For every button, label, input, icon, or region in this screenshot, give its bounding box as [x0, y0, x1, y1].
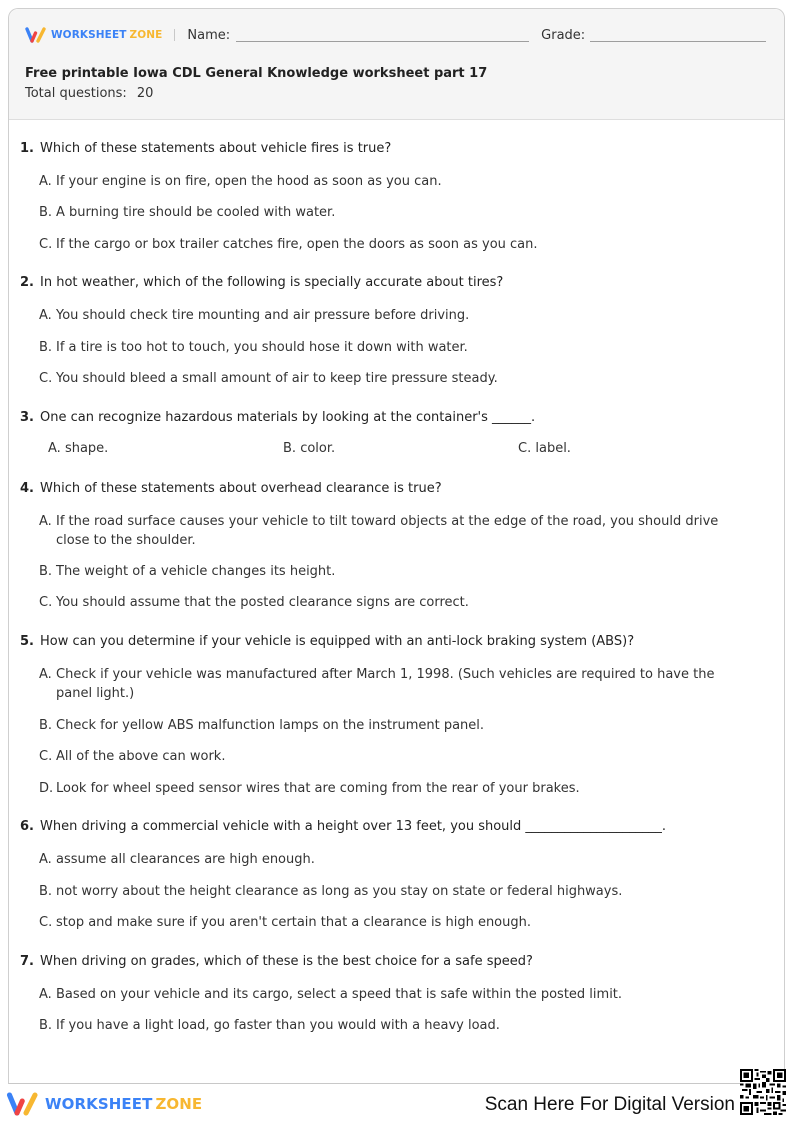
option-b[interactable]: [39, 1016, 744, 1035]
option-text: If the road surface causes your vehicle to tilt toward objects at the edge of the road, you should drive close to the shoulder.: [56, 514, 719, 548]
question-number: 7.: [20, 954, 34, 969]
question-text: In hot weather, which of the following is specially accurate about tires?: [40, 275, 504, 290]
option-letter: A.: [39, 308, 52, 323]
option-text: If the cargo or box trailer catches fire, open the doors as soon as you can.: [56, 237, 538, 252]
option-letter: B.: [39, 340, 53, 355]
total-questions: [25, 86, 153, 101]
option-text: label.: [535, 441, 571, 456]
option-a[interactable]: [48, 441, 108, 456]
option-b[interactable]: [39, 716, 744, 735]
total-questions-value: 20: [136, 86, 154, 101]
option-letter: C.: [39, 371, 53, 386]
option-text: If your engine is on fire, open the hood as soon as you can.: [56, 174, 442, 189]
option-b[interactable]: [39, 562, 744, 581]
option-letter: C.: [39, 595, 53, 610]
worksheet-header: [9, 9, 784, 120]
option-b[interactable]: [39, 338, 744, 357]
name-label: Name:: [187, 27, 231, 43]
brand-word-zone: ZONE: [129, 29, 163, 41]
question-stem: [20, 410, 535, 425]
question-text: One can recognize hazardous materials by looking at the container's ______.: [40, 410, 536, 425]
question-text: When driving on grades, which of these is the best choice for a safe speed?: [40, 954, 533, 969]
option-letter: B.: [39, 884, 53, 899]
option-text: A burning tire should be cooled with water.: [56, 205, 336, 220]
question-stem: [20, 275, 503, 290]
option-text: color.: [300, 441, 336, 456]
question-number: 3.: [20, 410, 34, 425]
option-a[interactable]: [39, 172, 744, 191]
scan-instruction: Scan Here For Digital Version: [484, 1094, 735, 1115]
option-b[interactable]: [283, 441, 335, 456]
brand-word-worksheet: WORKSHEET: [51, 29, 127, 41]
option-letter: B.: [39, 564, 53, 579]
name-field[interactable]: [236, 30, 529, 42]
option-c[interactable]: [39, 369, 744, 388]
question-stem: [20, 481, 442, 496]
option-b[interactable]: [39, 203, 744, 222]
question-number: 1.: [20, 141, 34, 156]
option-d[interactable]: [39, 779, 744, 798]
option-text: Based on your vehicle and its cargo, select a speed that is safe within the posted limit.: [56, 987, 623, 1002]
brand-word-worksheet: WORKSHEET: [45, 1095, 153, 1113]
footer-brand-name: [45, 1095, 202, 1113]
qr-code-icon[interactable]: [740, 1069, 786, 1115]
question-text: Which of these statements about vehicle fires is true?: [40, 141, 392, 156]
option-letter: C.: [518, 441, 532, 456]
option-text: If you have a light load, go faster than you would with a heavy load.: [56, 1018, 500, 1033]
option-letter: C.: [39, 915, 53, 930]
option-text: You should check tire mounting and air pressure before driving.: [56, 308, 470, 323]
footer-brand-logo: [6, 1092, 202, 1116]
option-letter: B.: [39, 1018, 53, 1033]
grade-field[interactable]: [590, 30, 766, 42]
option-c[interactable]: [39, 235, 744, 254]
option-letter: A.: [48, 441, 61, 456]
worksheetzone-logo-icon: [25, 27, 47, 43]
option-text: Check for yellow ABS malfunction lamps on the instrument panel.: [56, 718, 485, 733]
question-number: 4.: [20, 481, 34, 496]
total-questions-label: Total questions:: [25, 86, 127, 101]
option-text: All of the above can work.: [56, 749, 226, 764]
option-c[interactable]: [518, 441, 571, 456]
option-text: not worry about the height clearance as long as you stay on state or federal highways.: [56, 884, 623, 899]
question-stem: [20, 141, 391, 156]
brand-logo: [25, 27, 162, 43]
brand-name: [51, 29, 162, 41]
option-letter: B.: [283, 441, 297, 456]
option-a[interactable]: [39, 512, 744, 550]
worksheetzone-logo-icon: [6, 1092, 40, 1116]
option-c[interactable]: [39, 593, 744, 612]
option-c[interactable]: [39, 747, 744, 766]
option-text: Check if your vehicle was manufactured after March 1, 1998. (Such vehicles are required to have the panel light.): [56, 667, 715, 701]
option-a[interactable]: [39, 985, 744, 1004]
divider: [174, 29, 175, 41]
option-text: If a tire is too hot to touch, you should hose it down with water.: [56, 340, 468, 355]
question-stem: [20, 819, 666, 834]
option-text: The weight of a vehicle changes its height.: [56, 564, 336, 579]
grade-label: Grade:: [541, 27, 586, 43]
option-letter: D.: [39, 781, 54, 796]
question-number: 2.: [20, 275, 34, 290]
option-c[interactable]: [39, 913, 744, 932]
option-letter: A.: [39, 174, 52, 189]
option-letter: A.: [39, 667, 52, 682]
option-letter: C.: [39, 749, 53, 764]
option-letter: A.: [39, 852, 52, 867]
option-text: You should assume that the posted clearance signs are correct.: [56, 595, 469, 610]
worksheet-title: Free printable Iowa CDL General Knowledge worksheet part 17: [25, 66, 488, 81]
option-letter: A.: [39, 987, 52, 1002]
question-stem: [20, 954, 533, 969]
option-letter: B.: [39, 205, 53, 220]
question-number: 5.: [20, 634, 34, 649]
question-text: How can you determine if your vehicle is equipped with an anti-lock braking system (ABS)?: [40, 634, 635, 649]
question-text: When driving a commercial vehicle with a height over 13 feet, you should _____________________.: [40, 819, 667, 834]
header-row: [25, 25, 766, 45]
brand-word-zone: ZONE: [155, 1095, 203, 1113]
option-text: You should bleed a small amount of air to keep tire pressure steady.: [56, 371, 498, 386]
question-number: 6.: [20, 819, 34, 834]
option-b[interactable]: [39, 882, 744, 901]
option-letter: B.: [39, 718, 53, 733]
option-letter: A.: [39, 514, 52, 529]
question-stem: [20, 634, 634, 649]
option-text: Look for wheel speed sensor wires that are coming from the rear of your brakes.: [56, 781, 580, 796]
question-text: Which of these statements about overhead clearance is true?: [40, 481, 442, 496]
option-a[interactable]: [39, 850, 744, 869]
option-text: shape.: [64, 441, 109, 456]
option-letter: C.: [39, 237, 53, 252]
option-text: assume all clearances are high enough.: [56, 852, 315, 867]
option-text: stop and make sure if you aren't certain that a clearance is high enough.: [56, 915, 531, 930]
option-a[interactable]: [39, 665, 744, 703]
option-a[interactable]: [39, 306, 744, 325]
